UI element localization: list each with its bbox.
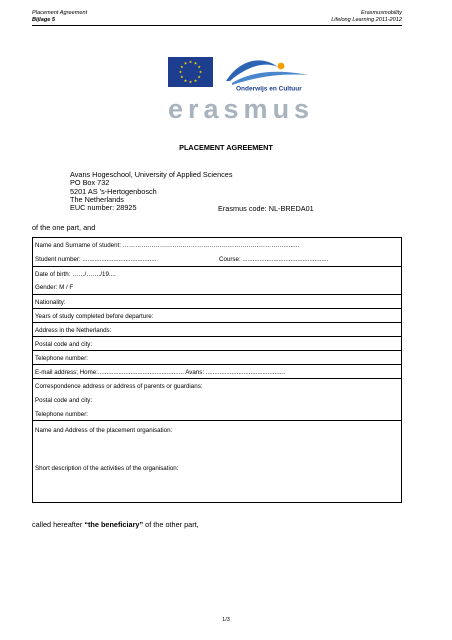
student-number-field[interactable]: Student number: ........................................... bbox=[35, 256, 157, 263]
erasmus-logo bbox=[160, 53, 320, 123]
nationality-field[interactable]: Nationality: bbox=[35, 299, 66, 306]
form-row-placement-organisation bbox=[33, 420, 401, 505]
institution-postcode-city: 5201 AS ’s-Hertogenbosch bbox=[70, 186, 157, 196]
ministry-dot-icon bbox=[278, 63, 285, 70]
student-form bbox=[32, 237, 402, 503]
institution-po-box: PO Box 732 bbox=[70, 178, 110, 188]
ministry-label: Onderwijs en Cultuur bbox=[236, 85, 302, 93]
form-row-postal-code bbox=[33, 336, 401, 351]
form-row-student-number bbox=[33, 252, 401, 266]
placement-organisation-field[interactable]: Name and Address of the placement organisation: bbox=[35, 427, 173, 434]
institution-euc-number: EUC number: 28925 bbox=[70, 203, 137, 213]
years-of-study-field[interactable]: Years of study completed before departure: bbox=[35, 313, 154, 320]
form-row-gender bbox=[33, 280, 401, 294]
correspondence-address-field[interactable]: Correspondence address or address of parents or guardians: bbox=[35, 383, 203, 390]
institution-erasmus-code: Erasmus code: NL-BREDA01 bbox=[218, 204, 314, 214]
institution-country: The Netherlands bbox=[70, 194, 124, 204]
header-divider bbox=[32, 25, 402, 26]
page-number: 1/3 bbox=[222, 617, 230, 623]
student-name-field[interactable]: Name and Surname of student: ……………………………………………………………………......... bbox=[35, 242, 300, 249]
beneficiary-term: “the beneficiary” bbox=[84, 520, 144, 529]
header-program: Erasmusmobility bbox=[360, 10, 402, 16]
header-period: Lifelong Learning 2011-2012 bbox=[331, 17, 402, 23]
form-row-dob bbox=[33, 266, 401, 281]
header-left bbox=[32, 10, 87, 24]
correspondence-telephone-field[interactable]: Telephone number: bbox=[35, 411, 88, 418]
course-field[interactable]: Course: .................................................. bbox=[219, 256, 329, 263]
correspondence-postal-code-field[interactable]: Postal code and city: bbox=[35, 397, 93, 404]
beneficiary-text-post: of the other part, bbox=[143, 520, 199, 529]
erasmus-wordmark: erasmus bbox=[168, 94, 315, 123]
form-row-address-nl bbox=[33, 322, 401, 337]
form-row-name bbox=[33, 238, 401, 252]
beneficiary-text bbox=[32, 520, 199, 529]
one-part-text: of the one part, and bbox=[32, 223, 96, 232]
beneficiary-text-pre: called hereafter bbox=[32, 520, 85, 529]
page-title: PLACEMENT AGREEMENT bbox=[179, 143, 273, 152]
telephone-field[interactable]: Telephone number: bbox=[35, 355, 88, 362]
form-row-telephone bbox=[33, 350, 401, 365]
header-doc-title: Placement Agreement bbox=[32, 10, 88, 16]
address-nl-field[interactable]: Address in the Netherlands: bbox=[35, 327, 112, 334]
email-field[interactable]: E-mail address; Home:.................................................. Avans: .............................................. bbox=[35, 369, 285, 376]
organisation-activities-field[interactable]: Short description of the activities of the organisation: bbox=[35, 465, 179, 472]
header-annex: Bijlage 5 bbox=[32, 17, 56, 23]
form-row-years-of-study bbox=[33, 308, 401, 323]
institution-address bbox=[70, 171, 233, 212]
form-row-email bbox=[33, 364, 401, 379]
form-row-nationality bbox=[33, 294, 401, 309]
date-of-birth-field[interactable]: Date of birth: ……/……./19.... bbox=[35, 271, 116, 278]
ministry-swoosh-accent-icon bbox=[232, 72, 308, 85]
form-row-correspondence bbox=[33, 378, 401, 421]
postal-code-city-field[interactable]: Postal code and city: bbox=[35, 341, 93, 348]
institution-name: Avans Hogeschool, University of Applied Sciences bbox=[70, 170, 233, 179]
header-right bbox=[331, 10, 402, 24]
gender-field[interactable]: Gender: M / F bbox=[35, 284, 74, 291]
